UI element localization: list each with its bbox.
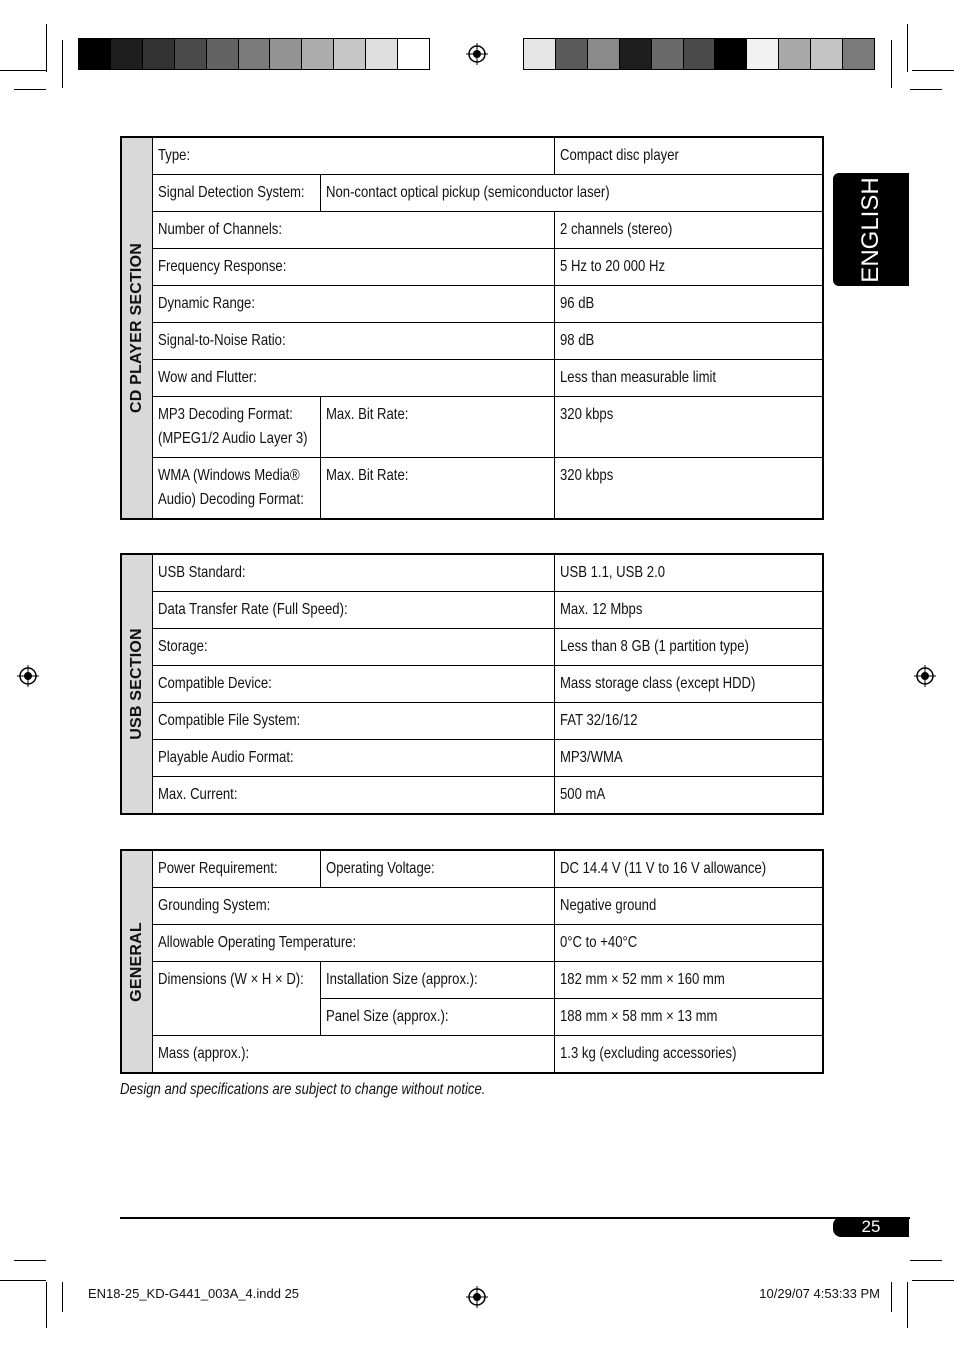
usb-spec-table bbox=[120, 553, 824, 815]
spec-label: MP3 Decoding Format: (MPEG1/2 Audio Layer 3) bbox=[152, 397, 320, 458]
spec-label: Dynamic Range: bbox=[152, 286, 554, 323]
color-swatch bbox=[111, 39, 143, 69]
registration-mark-icon bbox=[17, 665, 39, 687]
color-swatch bbox=[588, 39, 620, 69]
spec-label: Playable Audio Format: bbox=[152, 740, 554, 777]
color-swatch bbox=[524, 39, 556, 69]
registration-mark-icon bbox=[466, 1286, 488, 1308]
spec-sublabel: Panel Size (approx.): bbox=[320, 999, 554, 1036]
spec-label: Type: bbox=[152, 137, 554, 175]
spec-label: USB Standard: bbox=[152, 554, 554, 592]
spec-label: Allowable Operating Temperature: bbox=[152, 925, 554, 962]
spec-value: 320 kbps bbox=[554, 458, 823, 520]
spec-value: 320 kbps bbox=[554, 397, 823, 458]
color-swatch bbox=[715, 39, 747, 69]
color-swatch bbox=[684, 39, 716, 69]
general-spec-table bbox=[120, 849, 824, 1074]
crop-mark bbox=[0, 70, 46, 71]
general-section-side-label: GENERAL bbox=[121, 850, 152, 1073]
color-swatch bbox=[398, 39, 429, 69]
spec-sublabel: Max. Bit Rate: bbox=[320, 397, 554, 458]
color-swatch bbox=[843, 39, 874, 69]
color-swatch bbox=[79, 39, 111, 69]
color-swatch bbox=[652, 39, 684, 69]
color-swatch bbox=[302, 39, 334, 69]
spec-value: USB 1.1, USB 2.0 bbox=[554, 554, 823, 592]
spec-value: Non-contact optical pickup (semiconductor laser) bbox=[320, 175, 823, 212]
spec-label: Frequency Response: bbox=[152, 249, 554, 286]
crop-mark bbox=[910, 89, 942, 90]
crop-mark bbox=[62, 40, 63, 88]
spec-label: Dimensions (W × H × D): bbox=[152, 962, 320, 1036]
footer-rule bbox=[120, 1217, 910, 1219]
color-bar-left bbox=[78, 38, 430, 70]
spec-value: Compact disc player bbox=[554, 137, 823, 175]
color-swatch bbox=[620, 39, 652, 69]
spec-label: Max. Current: bbox=[152, 777, 554, 815]
cd-section-side-label: CD PLAYER SECTION bbox=[121, 137, 152, 519]
spec-label: Storage: bbox=[152, 629, 554, 666]
color-swatch bbox=[143, 39, 175, 69]
crop-mark bbox=[46, 1282, 47, 1328]
spec-value: 0°C to +40°C bbox=[554, 925, 823, 962]
color-swatch bbox=[175, 39, 207, 69]
spec-label: WMA (Windows Media® Audio) Decoding Format: bbox=[152, 458, 320, 520]
spec-value: Less than measurable limit bbox=[554, 360, 823, 397]
spec-sublabel: Installation Size (approx.): bbox=[320, 962, 554, 999]
spec-value: 188 mm × 58 mm × 13 mm bbox=[554, 999, 823, 1036]
crop-mark bbox=[62, 1282, 63, 1312]
spec-value: 1.3 kg (excluding accessories) bbox=[554, 1036, 823, 1074]
spec-label: Power Requirement: bbox=[152, 850, 320, 888]
spec-value: 5 Hz to 20 000 Hz bbox=[554, 249, 823, 286]
crop-mark bbox=[910, 1260, 942, 1261]
crop-mark bbox=[891, 1282, 892, 1312]
color-swatch bbox=[779, 39, 811, 69]
spec-sublabel: Operating Voltage: bbox=[320, 850, 554, 888]
spec-label: Grounding System: bbox=[152, 888, 554, 925]
color-bar-right bbox=[523, 38, 875, 70]
spec-value: 500 mA bbox=[554, 777, 823, 815]
crop-mark bbox=[912, 70, 954, 71]
spec-value: 96 dB bbox=[554, 286, 823, 323]
crop-mark bbox=[912, 1280, 954, 1281]
spec-value: 2 channels (stereo) bbox=[554, 212, 823, 249]
color-swatch bbox=[366, 39, 398, 69]
spec-label: Number of Channels: bbox=[152, 212, 554, 249]
crop-mark bbox=[0, 1280, 46, 1281]
crop-mark bbox=[14, 89, 46, 90]
spec-label: Compatible File System: bbox=[152, 703, 554, 740]
spec-value: Negative ground bbox=[554, 888, 823, 925]
color-swatch bbox=[811, 39, 843, 69]
spec-value: 182 mm × 52 mm × 160 mm bbox=[554, 962, 823, 999]
slug-file-info: EN18-25_KD-G441_003A_4.indd 25 bbox=[88, 1286, 300, 1301]
spec-value: FAT 32/16/12 bbox=[554, 703, 823, 740]
spec-label: Mass (approx.): bbox=[152, 1036, 554, 1074]
crop-mark bbox=[907, 24, 908, 72]
color-swatch bbox=[747, 39, 779, 69]
color-swatch bbox=[207, 39, 239, 69]
crop-mark bbox=[46, 24, 47, 72]
spec-value: DC 14.4 V (11 V to 16 V allowance) bbox=[554, 850, 823, 888]
color-swatch bbox=[556, 39, 588, 69]
spec-value: Mass storage class (except HDD) bbox=[554, 666, 823, 703]
slug-timestamp: 10/29/07 4:53:33 PM bbox=[759, 1286, 880, 1301]
color-swatch bbox=[239, 39, 271, 69]
registration-mark-icon bbox=[914, 665, 936, 687]
crop-mark bbox=[14, 1260, 46, 1261]
spec-label: Signal-to-Noise Ratio: bbox=[152, 323, 554, 360]
disclaimer-note: Design and specifications are subject to change without notice. bbox=[120, 1081, 486, 1098]
spec-value: Less than 8 GB (1 partition type) bbox=[554, 629, 823, 666]
usb-section-side-label: USB SECTION bbox=[121, 554, 152, 814]
cd-player-spec-table bbox=[120, 136, 824, 520]
spec-label: Signal Detection System: bbox=[152, 175, 320, 212]
spec-value: MP3/WMA bbox=[554, 740, 823, 777]
spec-label: Wow and Flutter: bbox=[152, 360, 554, 397]
page-number: 25 bbox=[833, 1217, 909, 1237]
color-swatch bbox=[270, 39, 302, 69]
spec-value: 98 dB bbox=[554, 323, 823, 360]
language-tab bbox=[833, 173, 909, 286]
spec-sublabel: Max. Bit Rate: bbox=[320, 458, 554, 520]
language-tab-label: ENGLISH bbox=[857, 176, 884, 283]
crop-mark bbox=[907, 1282, 908, 1328]
spec-value: Max. 12 Mbps bbox=[554, 592, 823, 629]
registration-mark-icon bbox=[466, 43, 488, 65]
spec-label: Compatible Device: bbox=[152, 666, 554, 703]
crop-mark bbox=[891, 40, 892, 88]
color-swatch bbox=[334, 39, 366, 69]
spec-label: Data Transfer Rate (Full Speed): bbox=[152, 592, 554, 629]
